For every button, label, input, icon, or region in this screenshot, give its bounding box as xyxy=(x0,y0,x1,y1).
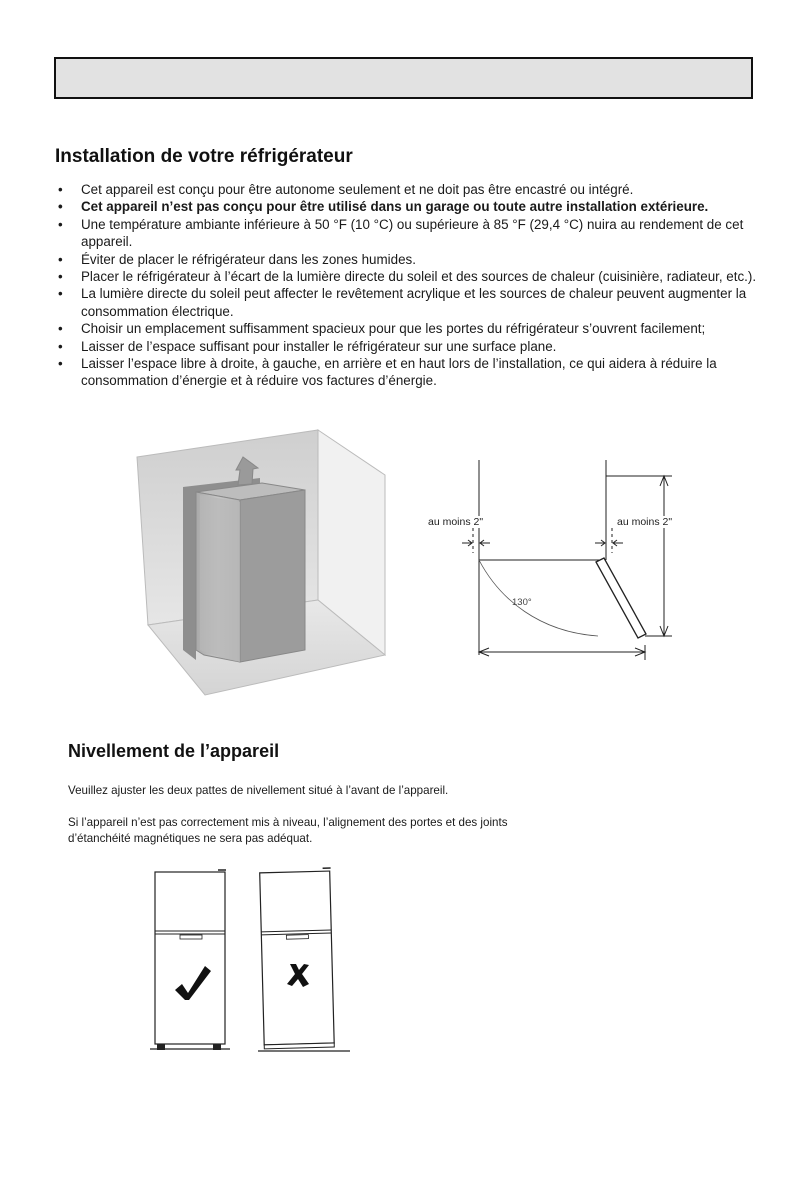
list-item: • Laisser l’espace libre à droite, à gauche, en arrière et en haut lors de l’installation, ce qui aidera à réduire la consommation d’énergie et à réduire vos factures d’énergie. xyxy=(58,355,758,390)
leveling-paragraph: Veuillez ajuster les deux pattes de nivellement situé à l’avant de l’appareil. xyxy=(68,784,449,797)
installation-title: Installation de votre réfrigérateur xyxy=(55,146,353,167)
list-item: • Cet appareil est conçu pour être autonome seulement et ne doit pas être encastré ou intégré. xyxy=(58,181,758,198)
list-item: • Éviter de placer le réfrigérateur dans les zones humides. xyxy=(58,251,758,268)
clearance-left-label: au moins 2" xyxy=(428,516,484,528)
list-item: • Choisir un emplacement suffisamment spacieux pour que les portes du réfrigérateur s’ouvrent facilement; xyxy=(58,320,758,337)
clearance-right-label: au moins 2" xyxy=(617,516,673,528)
door-angle-label: 130° xyxy=(512,597,532,608)
leveling-warning-paragraph: Si l’appareil n’est pas correctement mis à niveau, l’alignement des portes et des joints d’étanchéité magnétiques ne sera pas adéquat. xyxy=(68,816,508,845)
level-fridge-correct xyxy=(150,870,230,1050)
list-item: • La lumière directe du soleil peut affecter le revêtement acrylique et les sources de chaleur peuvent augmenter la consommation électrique. xyxy=(58,285,758,320)
leveling-title: Nivellement de l’appareil xyxy=(68,741,280,761)
list-item: • Placer le réfrigérateur à l’écart de la lumière directe du soleil et des sources de chaleur (cuisinière, radiateur, etc.). xyxy=(58,268,758,285)
list-item: • Laisser de l’espace suffisant pour installer le réfrigérateur sur une surface plane. xyxy=(58,338,758,355)
list-item: • Cet appareil n’est pas conçu pour être utilisé dans un garage ou toute autre installation extérieure. xyxy=(58,198,758,215)
level-fridge-incorrect xyxy=(260,868,336,1049)
list-item: • Une température ambiante inférieure à 50 °F (10 °C) ou supérieure à 85 °F (29,4 °C) nuira au rendement de cet appareil. xyxy=(58,216,758,251)
